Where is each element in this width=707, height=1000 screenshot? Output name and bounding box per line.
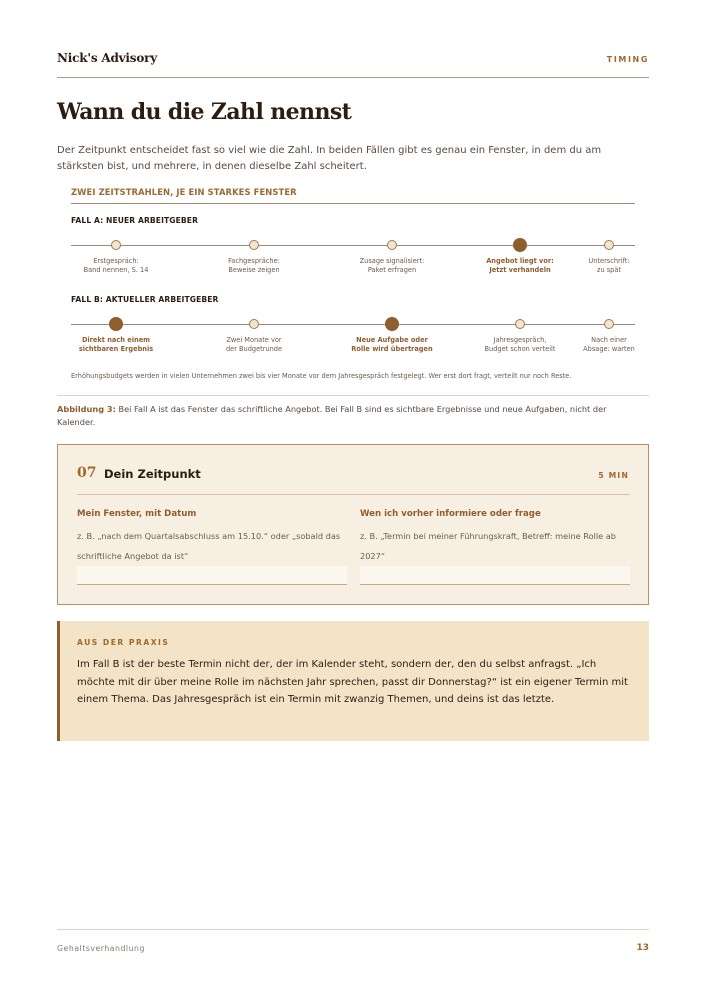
event-label-line: Direkt nach einem <box>81 336 151 344</box>
case-a-timeline-line <box>71 245 635 246</box>
exercise-column-hint: z. B. „nach dem Quartalsabschluss am 15.10.“ oder „sobald das schriftliche Angebot da ist“ <box>77 531 341 561</box>
page-number: 13 <box>636 943 649 953</box>
event-label-line: Band nennen, S. 14 <box>83 266 149 274</box>
event-label-line: Nach einer <box>591 336 627 344</box>
case-a-event-label <box>337 257 447 275</box>
case-b-event-label <box>337 336 447 354</box>
figure-note: Erhöhungsbudgets werden in vielen Unternehmen zwei bis vier Monate vor dem Jahresgespräch festgelegt. Wer erst dort fragt, verteilt nur noch Reste. <box>71 372 572 380</box>
event-label-line: Absage: warten <box>583 345 635 353</box>
caption-text: Bei Fall A ist das Fenster das schriftliche Angebot. Bei Fall B sind es sichtbare Ergebnisse und neue Aufgaben, nicht der Kalender. <box>57 404 607 427</box>
figure-caption <box>57 403 627 429</box>
case-a-event-marker <box>111 240 121 250</box>
event-label-line: sichtbaren Ergebnis <box>78 345 154 353</box>
exercise-title: Dein Zeitpunkt <box>104 467 201 481</box>
exercise-column-contact <box>360 509 631 585</box>
event-label-line: Unterschrift: <box>588 257 630 265</box>
case-b-event-marker <box>109 317 123 331</box>
figure-title-divider <box>71 203 635 204</box>
event-label-line: Neue Aufgabe oder <box>356 336 428 344</box>
event-label-line: Jahresgespräch, <box>493 336 547 344</box>
exercise-column-hint: z. B. „Termin bei meiner Führungskraft, Betreff: meine Rolle ab 2027“ <box>360 531 617 561</box>
event-label-line: Jetzt verhandeln <box>489 266 551 274</box>
case-b-event-label <box>199 336 309 354</box>
window-date-input[interactable] <box>77 566 347 585</box>
event-label-line: der Budgetrunde <box>225 345 283 353</box>
case-b-event-label <box>61 336 171 354</box>
case-a-event-label <box>199 257 309 275</box>
case-a-event-marker <box>513 238 527 252</box>
exercise-column-window <box>77 509 348 585</box>
event-label-line: Rolle wird übertragen <box>351 345 433 353</box>
contact-input[interactable] <box>360 566 630 585</box>
case-b-event-label <box>554 336 664 354</box>
case-a-event-marker <box>387 240 397 250</box>
exercise-column-heading: Wen ich vorher informiere oder frage <box>360 509 541 519</box>
exercise-card <box>57 444 649 605</box>
timeline-figure <box>57 183 649 396</box>
exercise-column-heading: Mein Fenster, mit Datum <box>77 509 197 519</box>
event-label-line: Zwei Monate vor <box>226 336 282 344</box>
case-a-label: FALL A: NEUER ARBEITGEBER <box>71 216 199 225</box>
lead-paragraph: Der Zeitpunkt entscheidet fast so viel wie die Zahl. In beiden Fällen gibt es genau ein Fenster, in dem du am stärksten bist, und mehrere, in denen dieselbe Zahl scheitert. <box>57 145 602 172</box>
callout-accent-bar <box>57 621 60 741</box>
caption-label: Abbildung 3: <box>57 404 116 414</box>
event-label-line: zu spät <box>597 266 621 274</box>
case-b-event-marker <box>385 317 399 331</box>
case-a-event-marker <box>249 240 259 250</box>
event-label-line: Erstgespräch: <box>93 257 139 265</box>
case-b-timeline-line <box>71 324 635 325</box>
event-label-line: Angebot liegt vor: <box>486 257 554 265</box>
practice-callout <box>57 621 649 741</box>
figure-bottom-divider <box>57 395 649 396</box>
header-divider <box>57 77 649 78</box>
page-title: Wann du die Zahl nennst <box>57 99 352 125</box>
case-b-event-marker <box>249 319 259 329</box>
case-b-event-marker <box>604 319 614 329</box>
event-label-line: Fachgespräche: <box>228 257 280 265</box>
event-label-line: Budget schon verteilt <box>484 345 556 353</box>
footer-book-title: Gehaltsverhandlung <box>57 944 145 953</box>
event-label-line: Paket erfragen <box>367 266 417 274</box>
exercise-number: 07 <box>77 465 97 481</box>
exercise-divider <box>77 494 630 495</box>
case-a-event-marker <box>604 240 614 250</box>
case-a-event-label <box>61 257 171 275</box>
section-tag: TIMING <box>606 55 649 64</box>
case-a-event-label <box>554 257 664 275</box>
callout-text: Im Fall B ist der beste Termin nicht der, der im Kalender steht, sondern der, den du selbst anfragst. „Ich möchte mit dir über meine Rolle im nächsten Jahr sprechen, passt dir Donnerstag?“ ist ein eigener Termin mit einem Thema. Das Jahresgespräch ist ein Termin mit zwanzig Themen, und deins ist das letzte. <box>77 659 628 706</box>
footer-divider <box>57 929 649 930</box>
figure-title: ZWEI ZEITSTRAHLEN, JE EIN STARKES FENSTER <box>71 187 297 197</box>
brand-name: Nick's Advisory <box>57 51 158 65</box>
event-label-line: Beweise zeigen <box>228 266 280 274</box>
event-label-line: Zusage signalisiert: <box>359 257 425 265</box>
case-b-label: FALL B: AKTUELLER ARBEITGEBER <box>71 295 219 304</box>
callout-tag: AUS DER PRAXIS <box>77 638 170 647</box>
case-b-event-marker <box>515 319 525 329</box>
exercise-duration: 5 MIN <box>598 471 629 480</box>
